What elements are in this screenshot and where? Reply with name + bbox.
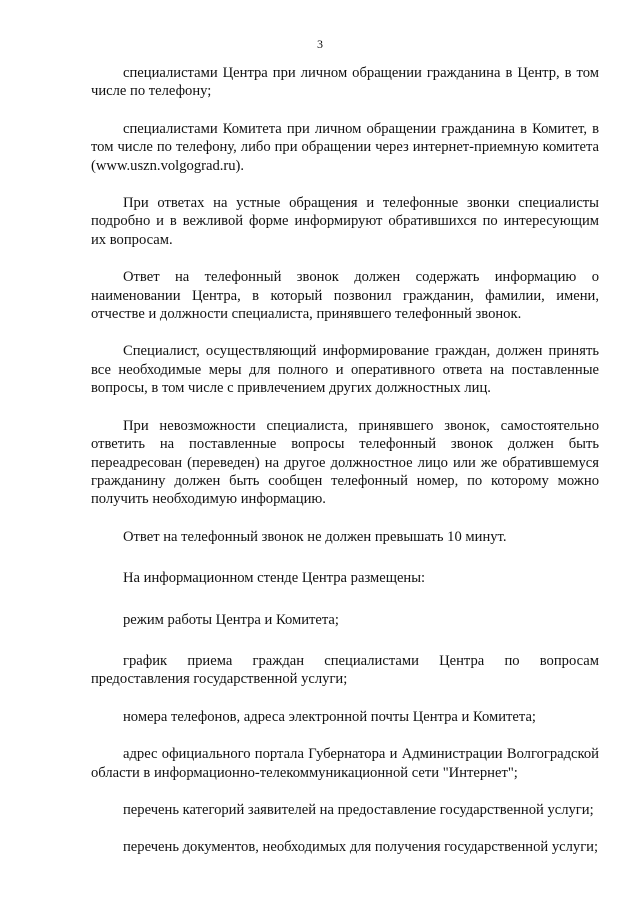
list-item-required-documents: перечень документов, необходимых для получения государственной услуги; bbox=[123, 839, 599, 856]
paragraph-oral-requests: При ответах на устные обращения и телефонные звонки специалисты подробно и в вежливой форме информируют обратившихся по интересующим их вопросам. bbox=[91, 195, 599, 248]
paragraph-informing-specialist: Специалист, осуществляющий информирование граждан, должен принять все необходимые меры для полного и оперативного ответа на поставленные вопросы, в том числе с привлечением других должностных лиц. bbox=[91, 343, 599, 397]
paragraph-call-redirect: При невозможности специалиста, принявшего звонок, самостоятельно ответить на поставленные вопросы телефонный звонок должен быть переадресован (переведен) на другое должностное лицо или же обратившемуся гражданину должен быть сообщен телефонный номер, по которому можно получить необходимую информацию. bbox=[91, 417, 599, 508]
paragraph-call-duration: Ответ на телефонный звонок не должен превышать 10 минут. bbox=[123, 528, 507, 545]
body-text bbox=[91, 64, 599, 876]
paragraph-info-stand-intro: На информационном стенде Центра размещены: bbox=[123, 570, 426, 587]
list-item-applicant-categories: перечень категорий заявителей на предоставление государственной услуги; bbox=[123, 801, 594, 818]
paragraph-committee-specialists: специалистами Комитета при личном обращении гражданина в Комитет, в том числе по телефону, либо при обращении через интернет-приемную комитета (www.uszn.volgograd.ru). bbox=[91, 120, 599, 174]
list-item-reception-schedule: график приема граждан специалистами Центра по вопросам предоставления государственной услуги; bbox=[91, 652, 599, 688]
paragraph-centre-specialists: специалистами Центра при личном обращении гражданина в Центр, в том числе по телефону; bbox=[91, 65, 599, 100]
page-number: 3 bbox=[317, 37, 323, 51]
list-item-working-hours: режим работы Центра и Комитета; bbox=[123, 611, 339, 628]
list-item-contacts: номера телефонов, адреса электронной почты Центра и Комитета; bbox=[123, 708, 536, 725]
list-item-portal-address: адрес официального портала Губернатора и Администрации Волгоградской области в информационно-телекоммуникационной сети "Интернет"; bbox=[91, 746, 599, 781]
paragraph-call-answer-content: Ответ на телефонный звонок должен содержать информацию о наименовании Центра, в который позвонил гражданин, фамилии, имени, отчестве и должности специалиста, принявшего телефонный звонок. bbox=[91, 269, 599, 323]
